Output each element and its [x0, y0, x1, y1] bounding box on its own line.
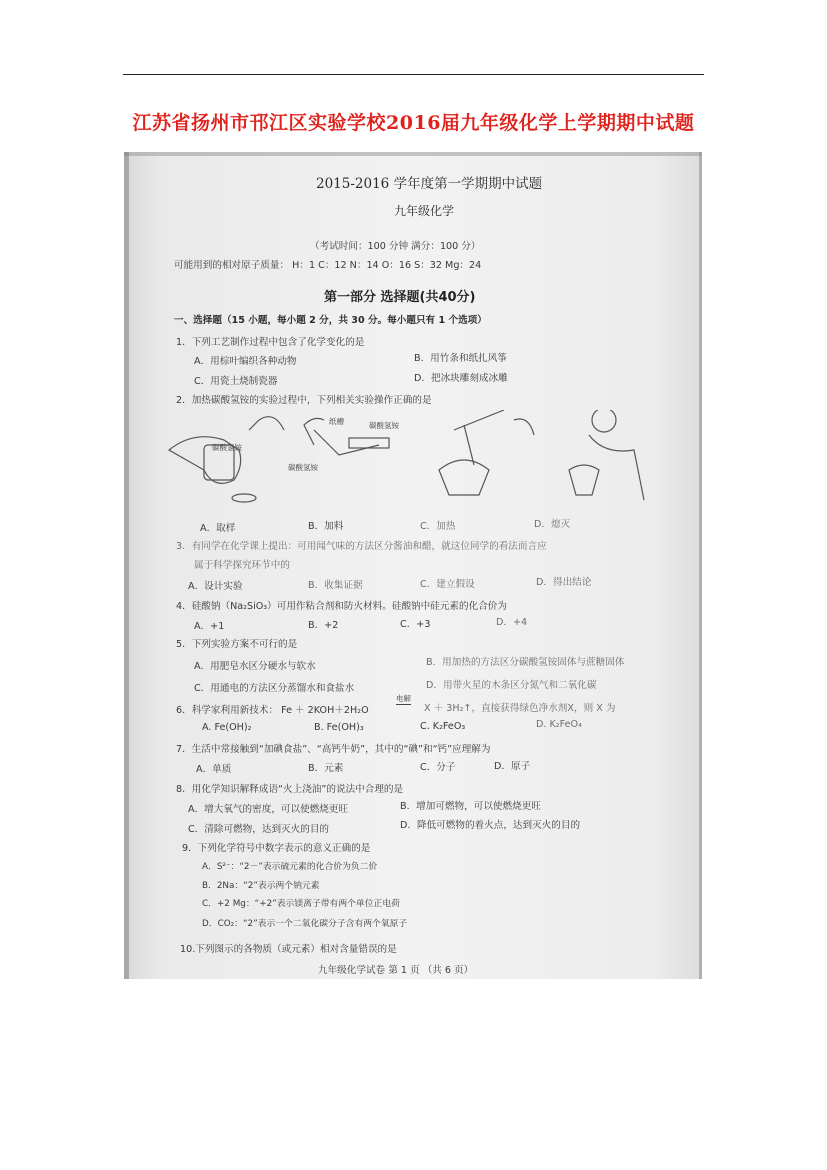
q6-stem: 6．科学家利用新技术： Fe ＋ 2KOH＋2H₂O: [176, 705, 369, 716]
q9-option-d: D．CO₂：“2”表示一个二氧化碳分子含有两个氧原子: [202, 919, 408, 929]
q2-option-d: D．熄灭: [534, 519, 571, 530]
scan-edge-right: [699, 152, 702, 979]
q6-option-d: D. K₂FeO₄: [536, 719, 582, 730]
lamp-d-icon: [569, 465, 599, 495]
alcohol-lamp-icon: [439, 460, 489, 495]
scan-edge-top: [124, 152, 702, 156]
person-head-icon: [592, 410, 616, 432]
q5-option-b: B．用加热的方法区分碳酸氢铵固体与蔗糖固体: [426, 657, 625, 668]
q6-option-a: A. Fe(OH)₂: [202, 722, 252, 733]
hand-d-icon: [514, 419, 534, 435]
exam-time-info: （考试时间：100 分钟 满分：100 分）: [310, 241, 481, 252]
q8-option-a: A．增大氧气的密度，可以使燃烧更旺: [188, 804, 349, 815]
q6-option-b: B. Fe(OH)₃: [314, 722, 364, 733]
q8-option-c: C．清除可燃物，达到灭火的目的: [188, 824, 330, 835]
q7-stem: 7．生活中常接触到“加碘食盐”、“高钙牛奶”，其中的“碘”和“钙”应理解为: [176, 744, 491, 755]
exam-subject: 九年级化学: [394, 204, 455, 218]
q2-label-3: 纸槽: [329, 417, 344, 426]
q2-lab-illustration: [164, 410, 664, 510]
q8-option-b: B．增加可燃物，可以使燃烧更旺: [400, 801, 541, 812]
q2-stem: 2．加热碳酸氢铵的实验过程中，下列相关实验操作正确的是: [176, 395, 432, 406]
person-body-icon: [589, 435, 644, 500]
q9-option-c: C．+2 Mg：“+2”表示镁离子带有两个单位正电荷: [202, 899, 400, 909]
q7-option-d: D．原子: [494, 761, 531, 772]
q3-option-d: D．得出结论: [536, 577, 592, 588]
q2-label-4: 碳酸氢铵: [369, 421, 399, 430]
q2-option-b: B．加料: [308, 521, 344, 532]
q9-option-a: A．S²⁻：“2－”表示硫元素的化合价为负二价: [202, 862, 378, 872]
q2-option-c: C．加热: [420, 521, 456, 532]
q5-option-a: A．用肥皂水区分硬水与软水: [194, 661, 316, 672]
clamp-icon: [464, 425, 474, 465]
q2-lab-figure: [164, 410, 664, 510]
q4-option-b: B．+2: [308, 620, 339, 631]
q8-stem: 8．用化学知识解释成语“火上浇油”的说法中合理的是: [176, 784, 404, 795]
q3-option-a: A．设计实验: [188, 581, 243, 592]
q2-label-1: 碳酸氢铵: [212, 443, 242, 452]
q5-option-d: D．用带火星的木条区分氮气和二氧化碳: [426, 680, 597, 691]
q5-option-c: C．用通电的方法区分蒸馏水和食盐水: [194, 683, 355, 694]
q4-stem: 4．硅酸钠（Na₂SiO₃）可用作粘合剂和防火材料。硅酸钠中硅元素的化合价为: [176, 601, 507, 612]
dish-icon: [232, 494, 256, 502]
page-title: 江苏省扬州市邗江区实验学校2016届九年级化学上学期期中试题: [132, 112, 695, 134]
q3-option-b: B．收集证据: [308, 580, 363, 591]
q5-stem: 5．下列实验方案不可行的是: [176, 639, 298, 650]
part1-title: 第一部分 选择题(共40分): [324, 290, 476, 305]
exam-footer: 九年级化学试卷 第 1 页 （共 6 页）: [318, 965, 474, 976]
q1-option-c: C．用瓷土烧制瓷器: [194, 376, 278, 387]
q1-option-b: B．用竹条和纸扎风筝: [414, 353, 507, 364]
q4-option-a: A．+1: [194, 621, 225, 632]
q2-label-2: 碳酸氢铵: [288, 463, 318, 472]
q7-option-c: C．分子: [420, 762, 456, 773]
q1-option-a: A．用棕叶编织各种动物: [194, 356, 297, 367]
exam-heading: 2015-2016 学年度第一学期期中试题: [316, 176, 543, 192]
q3-stem-2: 属于科学探究环节中的: [194, 560, 290, 571]
top-rule: [123, 74, 704, 75]
q2-option-a: A．取样: [200, 523, 236, 534]
paper-trough-icon: [349, 438, 389, 448]
q6-condition: 电解: [396, 694, 411, 703]
q1-option-d: D．把冰块雕刻成冰雕: [414, 373, 508, 384]
scan-edge-left: [124, 152, 129, 979]
q3-option-c: C．建立假设: [420, 579, 475, 590]
q1-stem: 1．下列工艺制作过程中包含了化学变化的是: [176, 337, 365, 348]
test-tube-c-icon: [454, 410, 504, 430]
q6-option-c: C. K₂FeO₃: [420, 721, 466, 732]
hand-b-icon: [249, 417, 284, 430]
q7-option-a: A．单质: [196, 764, 232, 775]
scanned-exam-image: [124, 152, 702, 979]
q8-option-d: D．降低可燃物的着火点，达到灭火的目的: [400, 820, 581, 831]
atomic-masses: 可能用到的相对原子质量： H：1 C：12 N：14 O：16 S：32 Mg：24: [174, 260, 482, 271]
q4-option-d: D．+4: [496, 617, 528, 628]
q7-option-b: B．元素: [308, 763, 344, 774]
test-tube-b-icon: [314, 430, 379, 455]
q3-stem: 3．有同学在化学课上提出：可用闻气味的方法区分酱油和醋，就这位同学的看法而言应: [176, 541, 547, 552]
q6-stem-end: X ＋ 3H₂↑，直接获得绿色净水剂X，则 X 为: [424, 703, 616, 714]
q4-option-c: C．+3: [400, 619, 431, 630]
q10-stem: 10.下列图示的各物质（或元素）相对含量错误的是: [180, 944, 397, 955]
q9-stem: 9．下列化学符号中数字表示的意义正确的是: [182, 843, 371, 854]
hand-c-icon: [304, 418, 324, 445]
section1-intro: 一、选择题（15 小题，每小题 2 分，共 30 分。每小题只有 1 个选项）: [174, 315, 487, 326]
q9-option-b: B．2Na：“2”表示两个钠元素: [202, 881, 320, 891]
